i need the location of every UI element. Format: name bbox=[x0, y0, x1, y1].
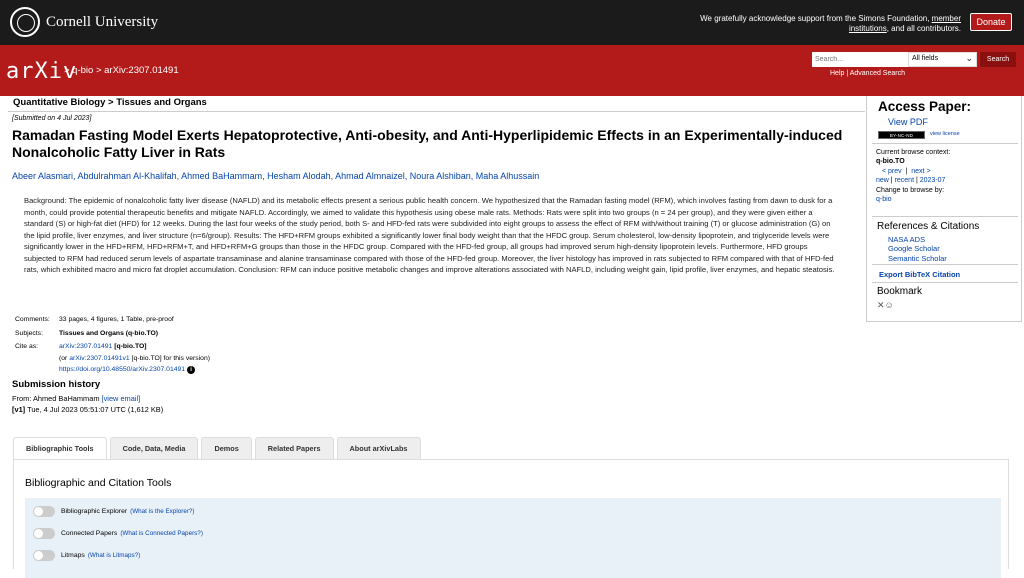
help-advanced-links[interactable]: Help | Advanced Search bbox=[830, 70, 905, 77]
acknowledgement: We gratefully acknowledge support from the Simons Foundation, member institutions, and all contributors. bbox=[700, 14, 961, 33]
prev-link[interactable]: < prev bbox=[882, 167, 902, 175]
view-pdf-link[interactable]: View PDF bbox=[888, 117, 928, 127]
cite-label: Cite as: bbox=[15, 343, 39, 350]
labs-tabs bbox=[13, 437, 421, 459]
submission-history: From: Ahmed BaHammam [view email] [v1] Tue, 4 Jul 2023 05:51:07 UTC (1,612 KB) bbox=[12, 394, 164, 414]
subjects-label: Subjects: bbox=[15, 329, 43, 337]
recent-link[interactable]: recent bbox=[894, 177, 915, 185]
cornell-logo[interactable] bbox=[10, 7, 158, 37]
view-license-link[interactable]: view license bbox=[930, 131, 960, 137]
divider bbox=[872, 264, 1018, 265]
tool-litmaps: Litmaps (What is Litmaps?) bbox=[33, 550, 140, 561]
comments-value: 33 pages, 4 figures, 1 Table, pre-proof bbox=[59, 316, 174, 323]
tab-about-arxivlabs[interactable]: About arXivLabs bbox=[337, 437, 421, 459]
top-bar bbox=[0, 0, 1024, 45]
context-value: q-bio.TO bbox=[876, 158, 905, 166]
info-icon[interactable]: i bbox=[187, 366, 195, 374]
month-link[interactable]: 2023-07 bbox=[919, 177, 946, 185]
paper-title: Ramadan Fasting Model Exerts Hepatoprotective, Anti-obesity, and Anti-Hyperlipidemic Effects in an Experimentally-induced Nonalcoholic Fatty Liver in Rats bbox=[12, 127, 843, 160]
change-to-qbio-link[interactable]: q-bio bbox=[876, 196, 892, 204]
arxiv-header bbox=[0, 45, 1024, 96]
panel-title: Bibliographic and Citation Tools bbox=[25, 477, 172, 489]
tool-connected-papers: Connected Papers (What is Connected Papers?) bbox=[33, 528, 203, 539]
export-bibtex-link[interactable]: Export BibTeX Citation bbox=[879, 270, 961, 279]
institution-name: Cornell University bbox=[46, 13, 159, 30]
comments-label: Comments: bbox=[15, 316, 50, 323]
cite-id-link[interactable]: arXiv:2307.01491 bbox=[59, 343, 113, 350]
divider bbox=[872, 216, 1018, 217]
tools-panel bbox=[13, 459, 1009, 569]
tools-list bbox=[25, 498, 1001, 578]
search-input[interactable] bbox=[812, 52, 908, 67]
browse-context: Current browse context: q-bio.TO < prev | next > new | recent | 2023-07 Change to browse by: q-bio bbox=[876, 149, 951, 204]
member-link[interactable]: member bbox=[931, 14, 961, 23]
search-button[interactable]: Search bbox=[980, 52, 1016, 67]
next-link[interactable]: next > bbox=[911, 167, 931, 175]
what-is-explorer-link[interactable]: (What is the Explorer?) bbox=[130, 508, 195, 515]
divider bbox=[872, 143, 1018, 144]
chevron-down-icon: ⌄ bbox=[965, 53, 973, 63]
search-field-select[interactable]: All fields ⌄ bbox=[908, 52, 977, 67]
bookmark-icons bbox=[877, 300, 894, 311]
bibsonomy-icon[interactable]: ✕ bbox=[877, 300, 885, 310]
subjects-value: Tissues and Organs (q-bio.TO) bbox=[59, 329, 159, 337]
abstract: Background: The epidemic of nonalcoholic fatty liver disease (NAFLD) and its metabolic effects present a serious public health concern. We hypothesized that the Ramadan fasting model (RFM), which involves fasting from dawn to dusk for a month, could provide potential therapeutic benefits and mitigate NAFLD. Accordingly, we aimed to validate this hypothesis using obese male rats. Methods: Rats were split into two groups (n = 24 per group), and they were given either a standard (S) or high-fat diet (HFD) for 12 weeks. During the last four weeks of the study period, both S- and HFD-fed rats were subdivided into eight groups to assess the effect of RFM with/without training (T) or glucose administration (G) on the lipid profile, liver enzymes, and liver structure (n=6/group). Results: The HFD+RFM groups exhibited a significantly lower final body weight than that the HFDC group. Serum cholesterol, low-density lipoprotein, and triglyceride levels were significantly lower in the HFD+RFM, HFD+RFM+T, and HFD+RFM+G groups than those in the HFDC group. Compared with the HFD-fed group, all groups had improved serum high-density lipoprotein levels. Furthermore, HFD groups subjected to RFM had reduced serum levels of aspartate transaminase and alanine transaminase compared with those of the HFD-fed group. Moreover, the liver histology has improved in rats subjected to RFM compared with that of HFD-fed rats, which exhibited macro and micro fat droplet accumulation. Conclusion: RFM can induce positive metabolic changes and improve alterations associated with NAFLD, including weight gain, lipid profile, liver enzymes, and hepatic steatosis. bbox=[24, 196, 835, 274]
view-email-link[interactable]: [view email] bbox=[101, 394, 141, 403]
what-is-litmaps-link[interactable]: (What is Litmaps?) bbox=[87, 552, 141, 559]
references-title: References & Citations bbox=[877, 221, 980, 232]
doi-link[interactable]: https://doi.org/10.48550/arXiv.2307.01491 bbox=[59, 366, 186, 373]
institutions-link[interactable]: institutions bbox=[848, 24, 887, 33]
access-paper-title: Access Paper: bbox=[878, 99, 972, 114]
semantic-scholar-link[interactable]: Semantic Scholar bbox=[888, 253, 947, 263]
nasa-ads-link[interactable]: NASA ADS bbox=[888, 235, 926, 244]
cite-category: [q-bio.TO] bbox=[114, 343, 147, 350]
tab-bibliographic-tools[interactable]: Bibliographic Tools bbox=[13, 437, 107, 459]
metadata-table: Comments: 33 pages, 4 figures, 1 Table, pre-proof Subjects: Tissues and Organs (q-bio.TO) Cite as: arXiv:2307.01491 [q-bio.TO] (or arXiv:2307.01491v1 [q-bio.TO] for this version) https://doi.org/10.48550/arXiv.2307.01491 i bbox=[13, 312, 216, 378]
submission-history-title: Submission history bbox=[12, 379, 101, 390]
arxiv-logo[interactable]: arXiv bbox=[6, 59, 78, 84]
tab-related-papers[interactable]: Related Papers bbox=[255, 437, 334, 459]
submission-date: [Submitted on 4 Jul 2023] bbox=[12, 115, 92, 122]
reddit-icon[interactable]: ☺ bbox=[884, 300, 894, 310]
version-link[interactable]: arXiv:2307.01491v1 bbox=[69, 354, 130, 362]
tool-bibliographic-explorer: Bibliographic Explorer (What is the Explorer?) bbox=[33, 506, 195, 517]
donate-button[interactable]: Donate bbox=[970, 13, 1012, 31]
google-scholar-link[interactable]: Google Scholar bbox=[888, 244, 940, 254]
version-tag[interactable]: [v1] bbox=[12, 404, 26, 414]
author-list[interactable]: Abeer Alasmari, Abdulrahman Al-Khalifah, Ahmed BaHammam, Hesham Alodah, Ahmad Almnaizel, Noura Alshiban, Maha Alhussain bbox=[12, 171, 540, 181]
divider bbox=[872, 282, 1018, 283]
new-link[interactable]: new bbox=[876, 177, 889, 185]
breadcrumb[interactable]: > q-bio > arXiv:2307.01491 bbox=[64, 65, 179, 76]
bookmark-title: Bookmark bbox=[877, 286, 923, 297]
tab-demos[interactable]: Demos bbox=[201, 437, 251, 459]
sidebar bbox=[866, 96, 1022, 322]
what-is-connected-papers-link[interactable]: (What is Connected Papers?) bbox=[120, 530, 203, 537]
license-badge[interactable]: BY-NC-ND bbox=[878, 131, 925, 139]
tab-code-data-media[interactable]: Code, Data, Media bbox=[110, 437, 199, 459]
connected-papers-toggle[interactable] bbox=[33, 528, 55, 539]
subject-heading: Quantitative Biology > Tissues and Organs bbox=[8, 96, 865, 112]
cornell-seal-icon bbox=[10, 7, 40, 37]
litmaps-toggle[interactable] bbox=[33, 550, 55, 561]
explorer-toggle[interactable] bbox=[33, 506, 55, 517]
references-list bbox=[888, 235, 947, 263]
